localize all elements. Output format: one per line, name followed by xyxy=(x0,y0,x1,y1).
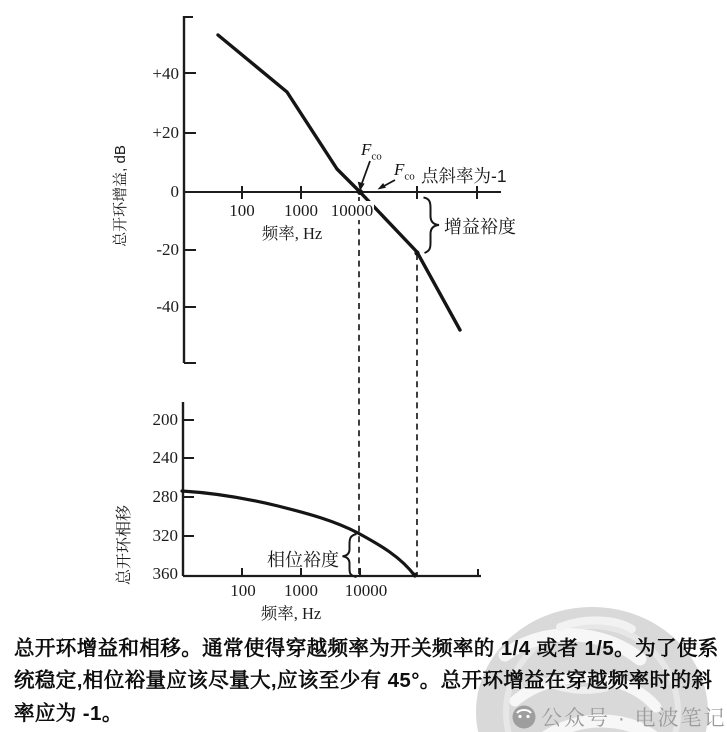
gain-ytick-m40: -40 xyxy=(156,297,179,316)
gain-ytick-0: 0 xyxy=(170,182,179,201)
phase-ytick-320: 320 xyxy=(152,526,178,545)
gain-margin-point xyxy=(414,250,419,255)
phase-margin-brace xyxy=(343,534,357,577)
gain-ytick-p20: +20 xyxy=(152,123,179,142)
phase-xtick-10000: 10000 xyxy=(344,581,388,600)
phase-margin-label: 相位裕度 xyxy=(267,550,339,570)
gain-chart-axes xyxy=(184,16,501,363)
fco-label-2: $F_{co}$ xyxy=(394,160,415,183)
fco-arrow-1 xyxy=(358,161,370,191)
gain-margin-brace xyxy=(424,198,440,254)
phase-ytick-280: 280 xyxy=(152,487,178,506)
gain-ytick-p40: +40 xyxy=(152,64,179,83)
phase-end-point xyxy=(413,573,418,578)
caption-line-3: 率应为 -1。 xyxy=(14,701,123,725)
gain-ytick-m20: -20 xyxy=(156,240,179,259)
gain-xtick-1000: 1000 xyxy=(284,201,318,220)
fco-arrow-2 xyxy=(378,180,396,190)
phase-xtick-1000: 1000 xyxy=(284,581,318,600)
phase-ytick-200: 200 xyxy=(152,410,178,429)
phase-y-axis-title: 总开环相移 xyxy=(116,505,133,586)
slope-note: 点斜率为-1 xyxy=(421,166,507,186)
fco-label-1: $F_{co}$ xyxy=(361,140,382,163)
gain-y-axis-title: 总开环增益, dB xyxy=(112,145,129,247)
gain-margin-label: 增益裕度 xyxy=(444,217,516,237)
gain-xtick-100: 100 xyxy=(229,201,255,220)
crossover-dashed-lines xyxy=(359,197,417,576)
phase-xtick-100: 100 xyxy=(230,581,256,600)
gain-xtick-10000: 10000 xyxy=(330,201,374,220)
phase-ytick-240: 240 xyxy=(152,448,178,467)
gain-x-axis-title: 频率, Hz xyxy=(261,224,323,243)
phase-x-axis-title: 频率, Hz xyxy=(260,604,322,623)
phase-ytick-360: 360 xyxy=(152,564,178,583)
caption-line-1: 总开环增益和相移。通常使得穿越频率为开关频率的 1/4 或者 1/5。为了使系 xyxy=(14,637,719,660)
caption-line-2: 统稳定,相位裕量应该尽量大,应该至少有 45°。总开环增益在穿越频率时的斜 xyxy=(14,669,713,693)
watermark-footer-text: 公众号 · 电波笔记 xyxy=(541,707,727,730)
